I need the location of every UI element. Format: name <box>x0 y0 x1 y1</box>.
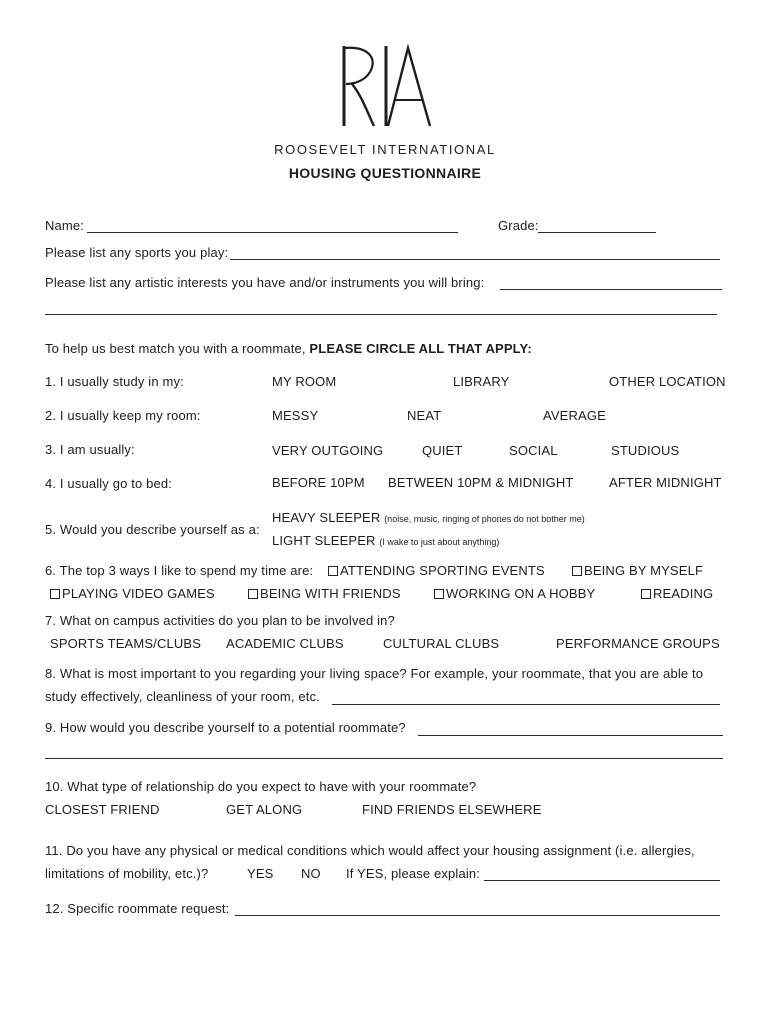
q2-label: 2. I usually keep my room: <box>45 408 201 423</box>
q10-option-get-along[interactable]: GET ALONG <box>226 802 303 817</box>
q7-option-cultural-clubs[interactable]: CULTURAL CLUBS <box>383 636 500 651</box>
q10-option-find-friends-elsewhere[interactable]: FIND FRIENDS ELSEWHERE <box>362 802 542 817</box>
grade-field[interactable] <box>538 232 656 233</box>
sports-label: Please list any sports you play: <box>45 245 229 260</box>
artistic-field[interactable] <box>500 289 722 290</box>
heavy-sleeper-label: HEAVY SLEEPER <box>272 510 381 525</box>
q8-label-line1: 8. What is most important to you regarding your living space? For example, your roommate, that you are able to <box>45 666 704 681</box>
q7-option-academic-clubs[interactable]: ACADEMIC CLUBS <box>226 636 344 651</box>
q5-label: 5. Would you describe yourself as a: <box>45 522 260 537</box>
q9-label: 9. How would you describe yourself to a potential roommate? <box>45 720 406 735</box>
q3-label: 3. I am usually: <box>45 442 135 457</box>
checkbox-icon[interactable] <box>572 566 582 576</box>
q8-label-line2: study effectively, cleanliness of your room, etc. <box>45 689 320 704</box>
light-sleeper-note: (I wake to just about anything) <box>379 537 500 547</box>
q10-label: 10. What type of relationship do you expect to have with your roommate? <box>45 779 477 794</box>
q3-option-social[interactable]: SOCIAL <box>509 443 558 458</box>
q3-option-very-outgoing[interactable]: VERY OUTGOING <box>272 443 384 458</box>
q4-option-between[interactable]: BETWEEN 10PM & MIDNIGHT <box>388 475 574 490</box>
instructions-intro: To help us best match you with a roommate, <box>45 341 306 356</box>
form-title: HOUSING QUESTIONNAIRE <box>288 165 482 181</box>
name-label: Name: <box>45 218 85 233</box>
q6-option-reading[interactable]: READING <box>641 586 713 602</box>
q1-label: 1. I usually study in my: <box>45 374 184 389</box>
q9-answer-field[interactable] <box>418 735 723 736</box>
q6-option-being-by-myself[interactable]: BEING BY MYSELF <box>572 563 703 579</box>
q1-option-other-location[interactable]: OTHER LOCATION <box>609 374 726 389</box>
grade-label: Grade: <box>498 218 539 233</box>
q4-option-before-10pm[interactable]: BEFORE 10PM <box>272 475 365 490</box>
q12-answer-field[interactable] <box>235 915 720 916</box>
checkbox-icon[interactable] <box>50 589 60 599</box>
q2-option-neat[interactable]: NEAT <box>407 408 442 423</box>
q7-option-sports-teams[interactable]: SPORTS TEAMS/CLUBS <box>50 636 202 651</box>
instructions-emphasis: PLEASE CIRCLE ALL THAT APPLY: <box>309 341 532 356</box>
heavy-sleeper-note: (noise, music, ringing of phones do not bother me) <box>384 514 585 524</box>
q7-option-performance-groups[interactable]: PERFORMANCE GROUPS <box>556 636 720 651</box>
checkbox-icon[interactable] <box>328 566 338 576</box>
q11-label-line1: 11. Do you have any physical or medical conditions which would affect your housing assignment (i.e. allergies, <box>45 843 695 858</box>
q1-option-my-room[interactable]: MY ROOM <box>272 374 337 389</box>
q11-explain-field[interactable] <box>484 880 720 881</box>
checkbox-icon[interactable] <box>434 589 444 599</box>
q2-option-messy[interactable]: MESSY <box>272 408 319 423</box>
q1-option-library[interactable]: LIBRARY <box>453 374 510 389</box>
artistic-field-continued[interactable] <box>45 314 717 315</box>
q4-label: 4. I usually go to bed: <box>45 476 173 491</box>
q9-answer-field-continued[interactable] <box>45 758 723 759</box>
instructions <box>45 341 532 357</box>
q6-option-being-with-friends[interactable]: BEING WITH FRIENDS <box>248 586 401 602</box>
checkbox-icon[interactable] <box>641 589 651 599</box>
q8-answer-field[interactable] <box>332 704 720 705</box>
q11-option-yes[interactable]: YES <box>247 866 274 881</box>
sports-field[interactable] <box>230 259 720 260</box>
q5-option-heavy-sleeper[interactable] <box>272 510 585 527</box>
ria-logo-mark <box>338 44 434 130</box>
name-field[interactable] <box>87 232 458 233</box>
ria-logo <box>338 44 434 130</box>
q4-option-after-midnight[interactable]: AFTER MIDNIGHT <box>609 475 722 490</box>
q7-label: 7. What on campus activities do you plan to be involved in? <box>45 613 395 628</box>
q11-explain-label: If YES, please explain: <box>346 866 481 881</box>
q5-option-light-sleeper[interactable] <box>272 533 499 550</box>
q6-option-working-on-a-hobby[interactable]: WORKING ON A HOBBY <box>434 586 595 602</box>
q6-option-playing-video-games[interactable]: PLAYING VIDEO GAMES <box>50 586 215 602</box>
q6-option-attending-sporting-events[interactable]: ATTENDING SPORTING EVENTS <box>328 563 545 579</box>
q12-label: 12. Specific roommate request: <box>45 901 230 916</box>
q2-option-average[interactable]: AVERAGE <box>543 408 606 423</box>
checkbox-icon[interactable] <box>248 589 258 599</box>
org-name: ROOSEVELT INTERNATIONAL <box>274 142 496 157</box>
artistic-label: Please list any artistic interests you have and/or instruments you will bring: <box>45 275 485 290</box>
q11-option-no[interactable]: NO <box>301 866 321 881</box>
q3-option-quiet[interactable]: QUIET <box>422 443 463 458</box>
q6-label: 6. The top 3 ways I like to spend my time are: <box>45 563 314 578</box>
q11-label-line2: limitations of mobility, etc.)? <box>45 866 209 881</box>
q10-option-closest-friend[interactable]: CLOSEST FRIEND <box>45 802 160 817</box>
light-sleeper-label: LIGHT SLEEPER <box>272 533 376 548</box>
q3-option-studious[interactable]: STUDIOUS <box>611 443 680 458</box>
